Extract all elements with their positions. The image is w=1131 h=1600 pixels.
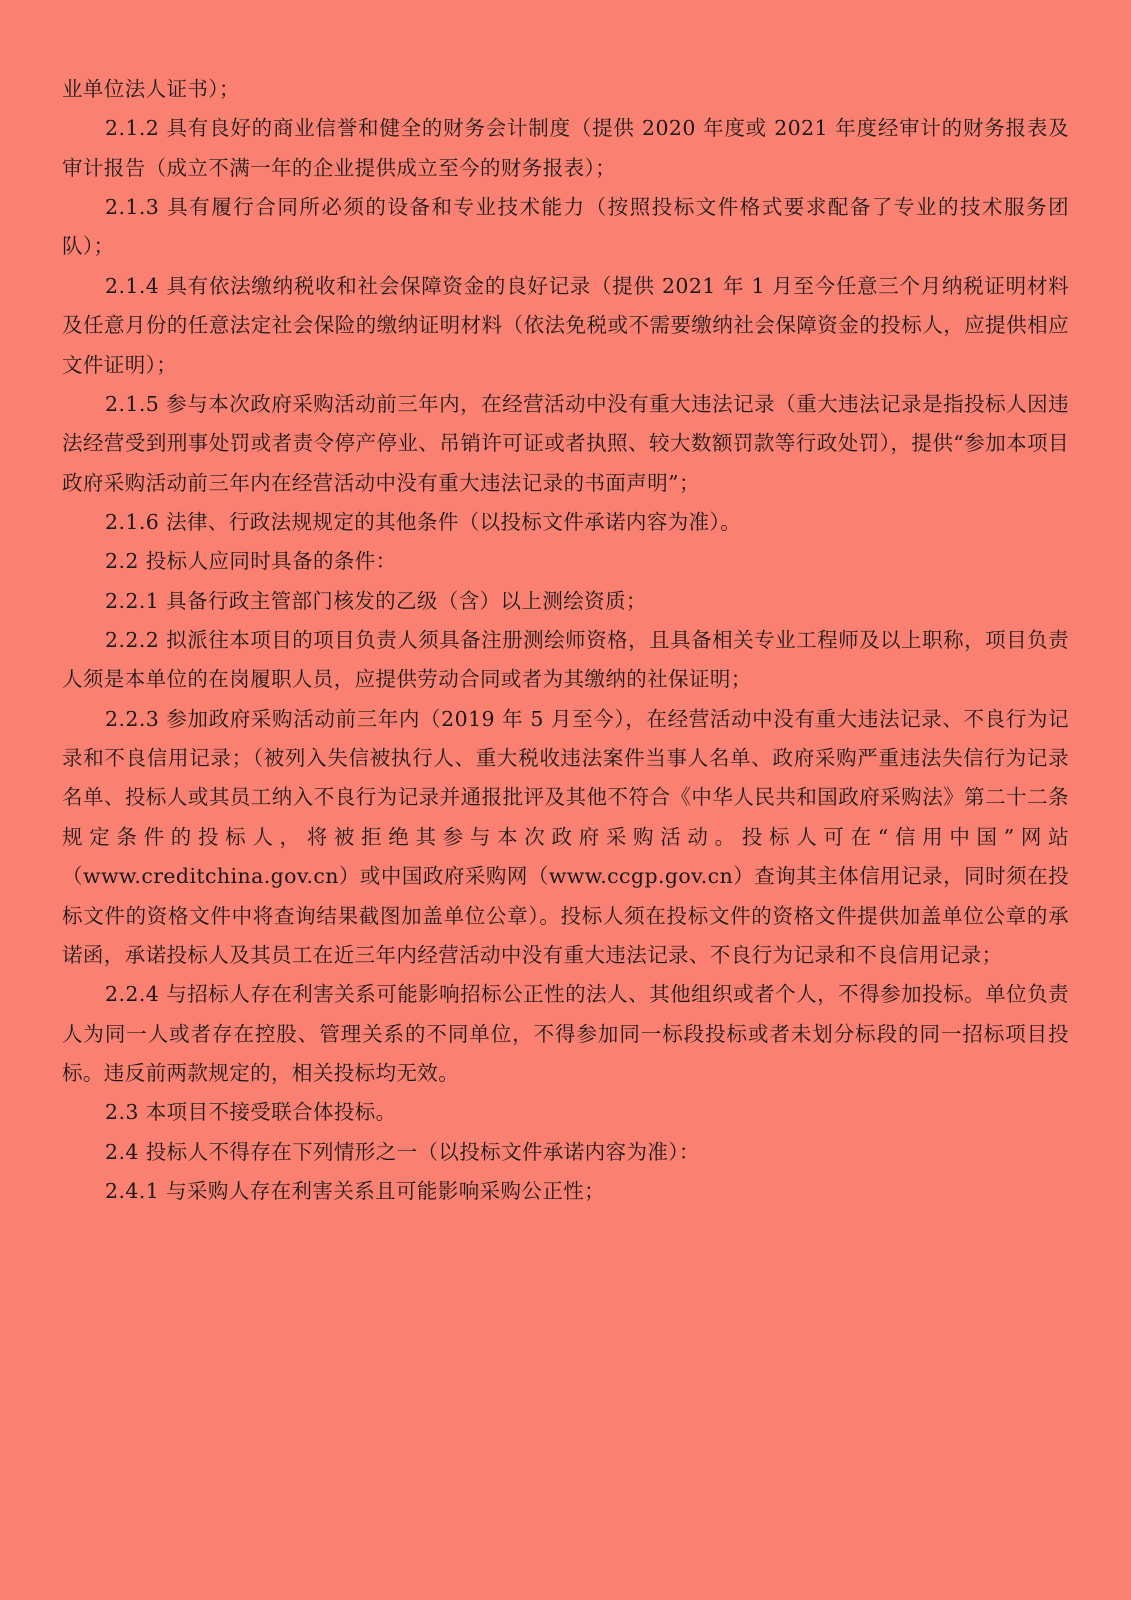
paragraph-continuation: 业单位法人证书）； <box>62 77 240 101</box>
paragraph-2-1-2: 2.1.2 具有良好的商业信誉和健全的财务会计制度（提供 2020 年度或 2021 年度经审计的财务报表及审计报告（成立不满一年的企业提供成立至今的财务报表）； <box>62 116 1069 180</box>
paragraph-2-1-3: 2.1.3 具有履行合同所必须的设备和专业技术能力（按照投标文件格式要求配备了专业的技术服务团队）； <box>62 195 1069 259</box>
paragraph-2-1-4: 2.1.4 具有依法缴纳税收和社会保障资金的良好记录（提供 2021 年 1 月至今任意三个月纳税证明材料及任意月份的任意法定社会保险的缴纳证明材料（依法免税或不需要缴纳社会保障资金的投标人，应提供相应文件证明）； <box>62 273 1069 377</box>
paragraph-2-2-2: 2.2.2 拟派往本项目的项目负责人须具备注册测绘师资格，且具备相关专业工程师及以上职称，项目负责人须是本单位的在岗履职人员，应提供劳动合同或者为其缴纳的社保证明； <box>62 628 1069 692</box>
document-body <box>62 70 1069 1211</box>
paragraph-2-2-4: 2.2.4 与招标人存在利害关系可能影响招标公正性的法人、其他组织或者个人，不得参加投标。单位负责人为同一人或者存在控股、管理关系的不同单位，不得参加同一标段投标或者未划分标段的同一招标项目投标。违反前两款规定的，相关投标均无效。 <box>62 982 1069 1085</box>
paragraph-2-1-6: 2.1.6 法律、行政法规规定的其他条件（以投标文件承诺内容为准）。 <box>105 509 742 534</box>
paragraph-2-2-1: 2.2.1 具备行政主管部门核发的乙级（含）以上测绘资质； <box>105 588 647 613</box>
paragraph-2-1-5: 2.1.5 参与本次政府采购活动前三年内，在经营活动中没有重大违法记录（重大违法记录是指投标人因违法经营受到刑事处罚或者责令停产停业、吊销许可证或者执照、较大数额罚款等行政处罚），提供“参加本项目政府采购活动前三年内在经营活动中没有重大违法记录的书面声明”； <box>62 391 1069 495</box>
paragraph-2-3: 2.3 本项目不接受联合体投标。 <box>105 1100 397 1125</box>
paragraph-2-4: 2.4 投标人不得存在下列情形之一（以投标文件承诺内容为准）： <box>105 1139 700 1164</box>
paragraph-2-4-1: 2.4.1 与采购人存在利害关系且可能影响采购公正性； <box>105 1179 606 1204</box>
paragraph-2-2: 2.2 投标人应同时具备的条件： <box>105 549 397 574</box>
paragraph-2-2-3: 2.2.3 参加政府采购活动前三年内（2019 年 5 月至今），在经营活动中没有重大违法记录、不良行为记录和不良信用记录；（被列入失信被执行人、重大税收违法案件当事人名单、政府采购严重违法失信行为记录名单、投标人或其员工纳入不良行为记录并通报批评及其他不符合《中华人民共和国政府采购法》第二十二条规定条件的投标人，将被拒绝其参与本次政府采购活动。投标人可在“信用中国”网站（www.creditchina.gov.cn）或中国政府采购网（www.ccgp.gov.cn）查询其主体信用记录，同时须在投标文件的资格文件中将查询结果截图加盖单位公章）。投标人须在投标文件的资格文件提供加盖单位公章的承诺函，承诺投标人及其员工在近三年内经营活动中没有重大违法记录、不良行为记录和不良信用记录； <box>62 706 1069 967</box>
